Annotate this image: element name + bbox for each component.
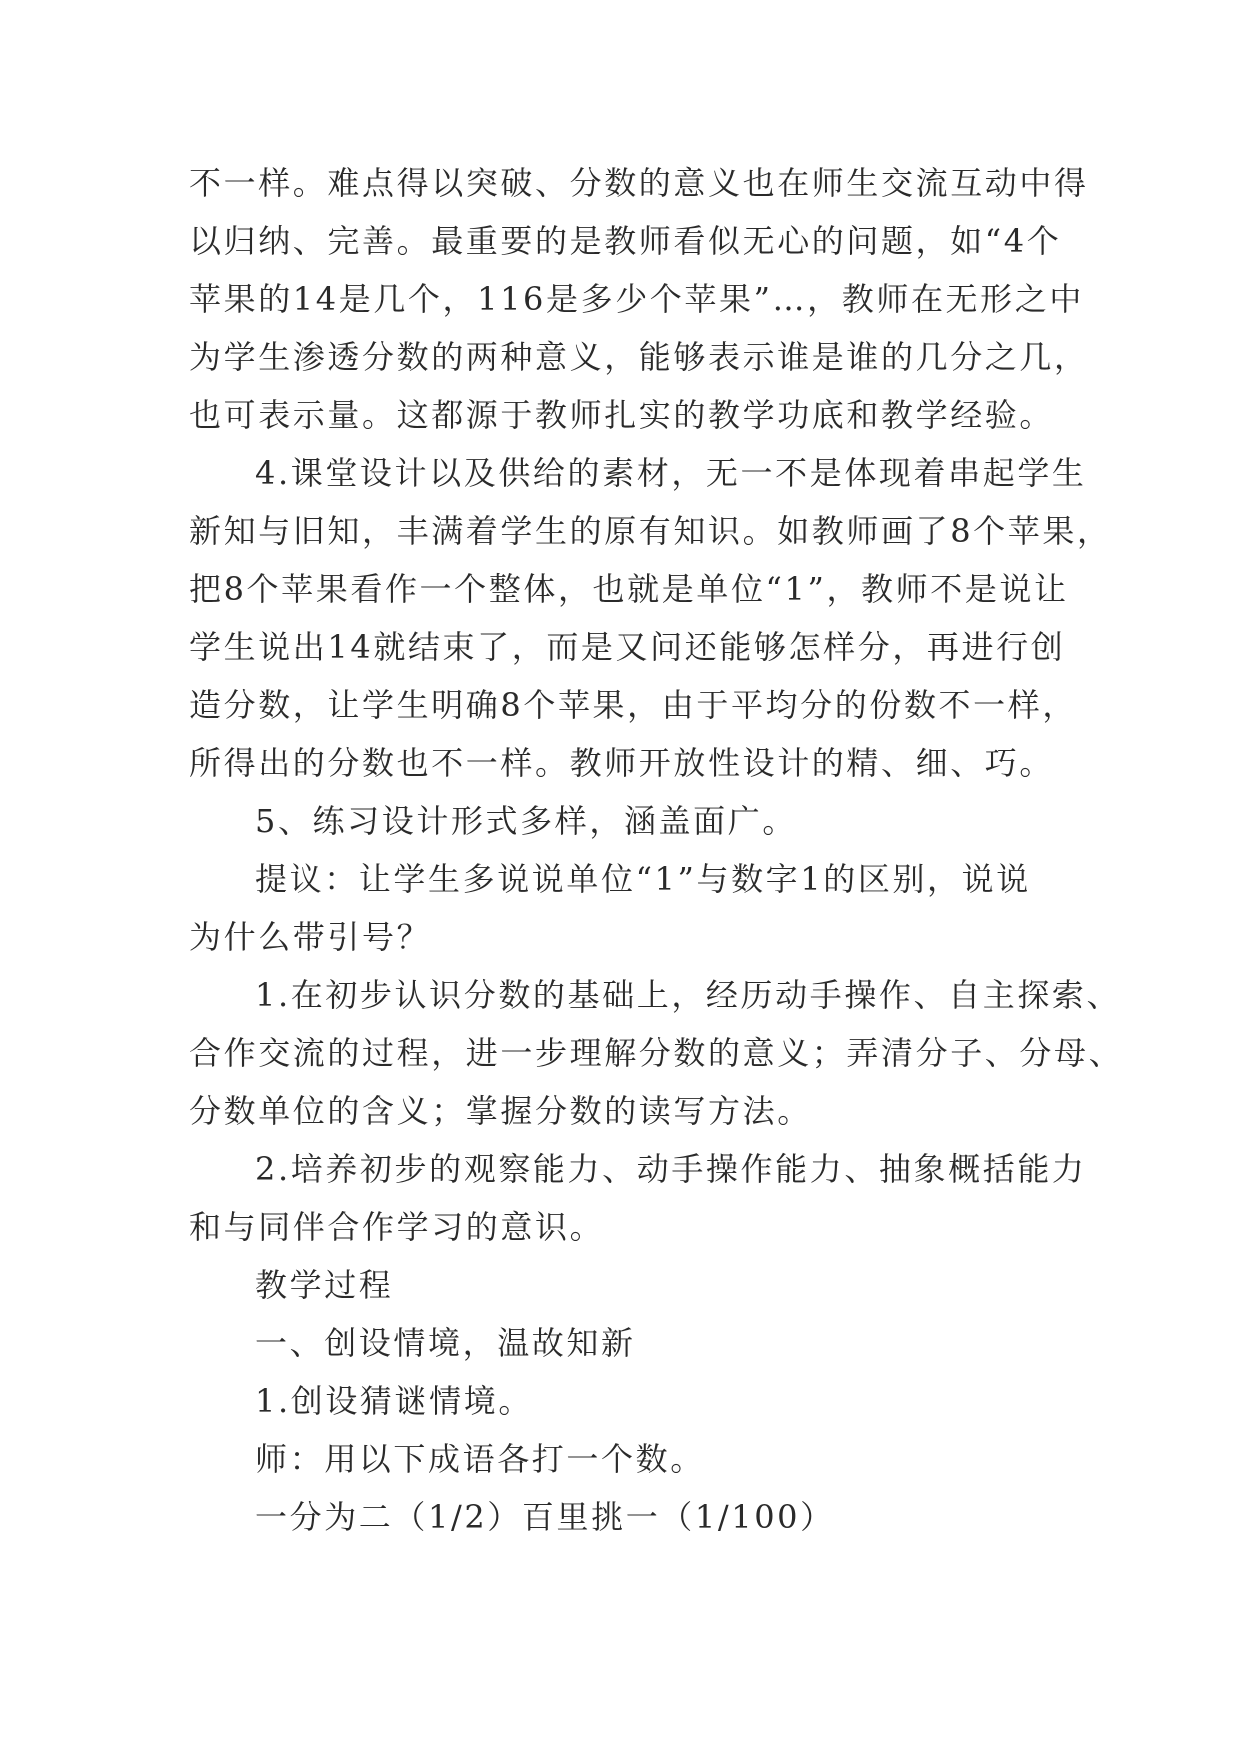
text-line-3: 苹果的14是几个，116是多少个苹果”…，教师在无形之中 (189, 280, 1084, 318)
text-line-5: 也可表示量。这都源于教师扎实的教学功底和教学经验。 (189, 396, 1055, 434)
text-line-7: 新知与旧知，丰满着学生的原有知识。如教师画了8个苹果， (189, 512, 1112, 550)
section-heading-teaching-process: 教学过程 (255, 1266, 394, 1304)
text-line-24: 一分为二（1/2）百里挑一（1/100） (255, 1498, 835, 1536)
text-line-12: 5、练习设计形式多样，涵盖面广。 (255, 802, 797, 840)
text-line-9: 学生说出14就结束了，而是又问还能够怎样分，再进行创 (189, 628, 1066, 666)
section-heading-create-situation: 一、创设情境，温故知新 (255, 1324, 636, 1362)
text-line-23: 师：用以下成语各打一个数。 (255, 1440, 705, 1478)
text-line-22: 1.创设猜谜情境。 (255, 1382, 533, 1420)
document-body (189, 154, 1124, 1546)
text-line-16: 合作交流的过程，进一步理解分数的意义；弄清分子、分母、 (189, 1034, 1124, 1072)
text-line-6: 4.课堂设计以及供给的素材，无一不是体现着串起学生 (255, 454, 1087, 492)
text-line-17: 分数单位的含义；掌握分数的读写方法。 (189, 1092, 812, 1130)
text-line-8: 把8个苹果看作一个整体，也就是单位“1”，教师不是说让 (189, 570, 1069, 608)
text-line-1: 不一样。难点得以突破、分数的意义也在师生交流互动中得 (189, 164, 1089, 202)
text-line-4: 为学生渗透分数的两种意义，能够表示谁是谁的几分之几， (189, 338, 1089, 376)
text-line-18: 2.培养初步的观察能力、动手操作能力、抽象概括能力 (255, 1150, 1087, 1188)
text-line-14: 为什么带引号？ (189, 918, 432, 956)
text-line-10: 造分数，让学生明确8个苹果，由于平均分的份数不一样， (189, 686, 1077, 724)
text-line-15: 1.在初步认识分数的基础上，经历动手操作、自主探索、 (255, 976, 1122, 1014)
text-line-13: 提议：让学生多说说单位“1”与数字1的区别，说说 (255, 860, 1031, 898)
text-line-2: 以归纳、完善。最重要的是教师看似无心的问题，如“4个 (189, 222, 1062, 260)
text-line-19: 和与同伴合作学习的意识。 (189, 1208, 605, 1246)
text-line-11: 所得出的分数也不一样。教师开放性设计的精、细、巧。 (189, 744, 1055, 782)
